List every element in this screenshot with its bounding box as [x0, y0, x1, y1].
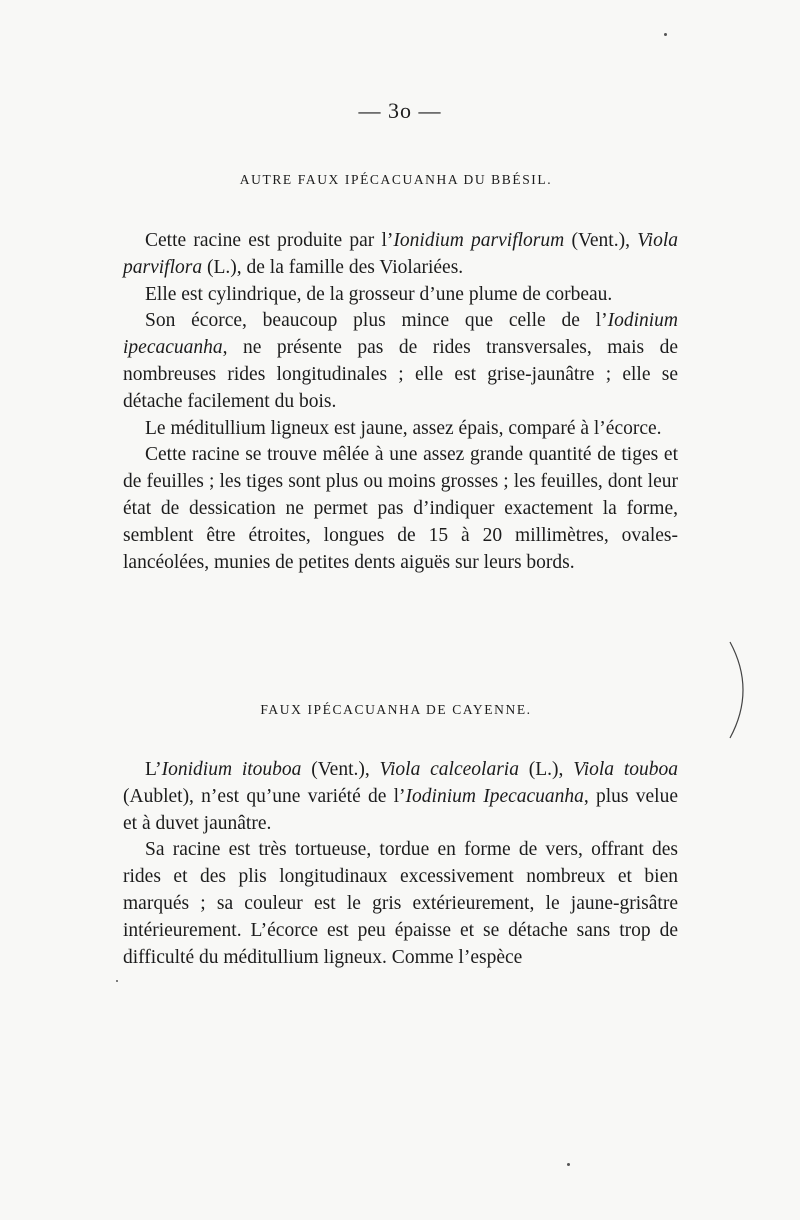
- section-body-bresil: [123, 228, 678, 576]
- italic-taxon-name: Ionidium itouboa: [161, 759, 302, 780]
- italic-taxon-name: Ionidium parviflorum: [393, 230, 565, 251]
- scan-bracket-mark: [728, 640, 758, 740]
- text-run: Son écorce, beaucoup plus mince que celle de l’: [145, 310, 608, 332]
- text-run: Cette racine se trouve mêlée à une assez grande quantité de tiges et de feuilles ; les tiges sont plus ou moins grosses ; les feuilles, dont leur état de dessication ne permet pas d’indiquer exactement la forme, semblent être étroites, longues de 15 à 20 millimètres, ovales-lancéolées, munies de petites dents aiguës sur leurs bords.: [123, 444, 678, 573]
- section-title-cayenne: FAUX IPÉCACUANHA DE CAYENNE.: [260, 702, 532, 717]
- page-number: — 3o —: [358, 98, 442, 123]
- paragraph: [123, 757, 678, 837]
- text-run: (L.),: [518, 759, 574, 780]
- text-run: L’: [145, 759, 162, 780]
- text-run: (L.), de la famille des Violariées.: [202, 256, 464, 278]
- italic-taxon-name: Iodinium ipecacuanha: [123, 310, 678, 359]
- text-run: , plus velue et à duvet jaunâtre.: [123, 785, 678, 834]
- paragraph: [123, 442, 678, 576]
- text-run: Sa racine est très tortueuse, tordue en forme de vers, offrant des rides et des plis longitudinaux excessivement nombreux et bien marqués ; sa couleur est le gris extérieurement, le jaune-grisâtre intérieurement. L’écorce est peu épaisse et se détache sans trop de difficulté du méditullium ligneux. Comme l’espèce: [123, 839, 678, 968]
- italic-taxon-name: Viola touboa: [573, 759, 679, 780]
- text-run: Cette racine est produite par l’: [145, 230, 394, 251]
- italic-taxon-name: Iodinium Ipecacuanha: [405, 785, 584, 807]
- paragraph: [123, 228, 678, 282]
- italic-taxon-name: Viola parviflora: [123, 230, 678, 278]
- italic-taxon-name: Viola calceolaria: [379, 759, 519, 780]
- paragraph: [123, 282, 678, 309]
- text-run: (Vent.),: [301, 759, 380, 780]
- text-run: , ne présente pas de rides transversales, mais de nombreuses rides longitudinales ; elle est grise-jaunâtre ; elle se détache facilement du bois.: [123, 337, 678, 412]
- text-run: (Vent.),: [564, 230, 638, 251]
- text-run: Elle est cylindrique, de la grosseur d’une plume de corbeau.: [145, 283, 613, 305]
- section-title-bresil: AUTRE FAUX IPÉCACUANHA DU BBÉSIL.: [239, 172, 553, 187]
- paragraph: [123, 837, 678, 971]
- scan-speck: [116, 980, 118, 982]
- scan-speck: [664, 33, 667, 36]
- section-body-cayenne: [123, 757, 678, 971]
- text-run: (Aublet), n’est qu’une variété de l’: [123, 785, 406, 807]
- text-run: Le méditullium ligneux est jaune, assez épais, comparé à l’écorce.: [145, 417, 662, 439]
- paragraph: [123, 308, 678, 415]
- scan-speck: [567, 1163, 570, 1166]
- paragraph: [123, 416, 678, 443]
